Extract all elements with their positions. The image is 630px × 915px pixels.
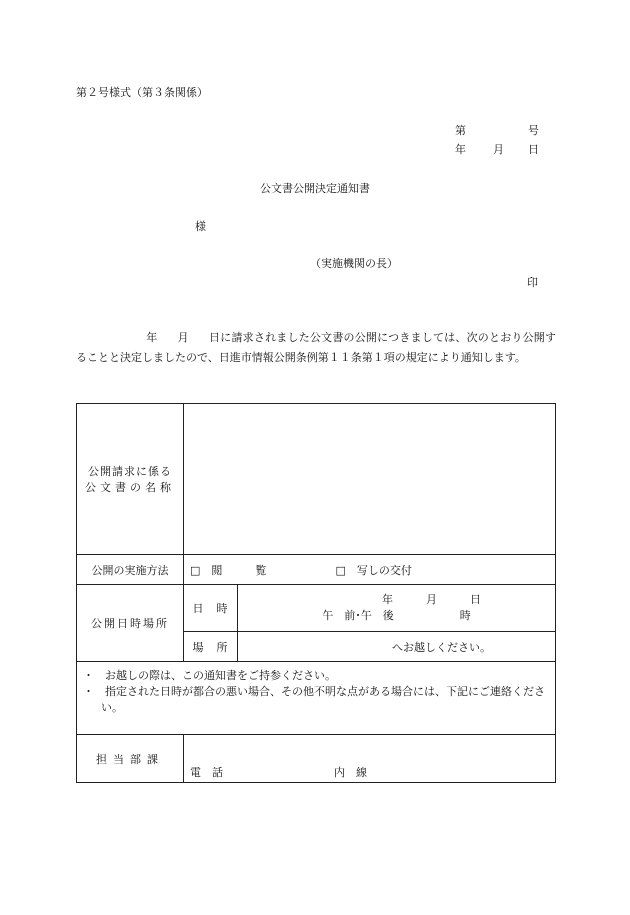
- issuer-name: （実施機関の長）: [310, 257, 398, 270]
- body-paragraph: [76, 328, 556, 368]
- document-number-suffix: 号: [528, 124, 539, 137]
- department-label: 担当部課: [77, 735, 184, 783]
- note-1: ・ お越しの際は、この通知書をご持参ください。: [83, 669, 336, 682]
- method-option-copy[interactable]: □ 写しの交付: [335, 563, 412, 577]
- department-field[interactable]: [184, 735, 556, 783]
- datetime-field[interactable]: 年 月 日 午 前･午 後 時: [238, 585, 556, 632]
- issue-day: 日: [528, 143, 539, 156]
- method-label: 公開の実施方法: [77, 555, 184, 585]
- body-text: 日に請求されました公文書の公開につきましては、次のとおり公開することと決定しましたので、日進市情報公開条例第１１条第１項の規定により通知します。: [76, 331, 557, 364]
- place-field[interactable]: へお越しください。: [238, 632, 556, 662]
- document-title: 公文書公開決定通知書: [260, 182, 370, 195]
- method-option-inspection[interactable]: □ 閲 覧: [190, 563, 267, 577]
- phone-label: 電 話: [190, 766, 223, 779]
- body-year: 年: [146, 331, 158, 344]
- document-name-label: 公開請求に係る 公文書の名称: [77, 404, 184, 555]
- document-name-field[interactable]: [184, 404, 556, 555]
- recipient-suffix: 様: [195, 220, 206, 233]
- issue-year: 年: [455, 143, 466, 156]
- extension-label: 内 線: [334, 766, 367, 779]
- document-number-prefix: 第: [455, 124, 466, 137]
- department-row: [77, 735, 556, 783]
- notes: [77, 662, 556, 735]
- method-row: [77, 555, 556, 585]
- form-number: 第２号様式（第３条関係）: [76, 86, 208, 99]
- issue-month: 月: [493, 143, 504, 156]
- datetime-place-label: 公開日時場所: [77, 585, 184, 662]
- body-month: 月: [177, 331, 189, 344]
- document-name-row: [77, 404, 556, 555]
- seal-mark: 印: [527, 276, 538, 289]
- notes-row: [77, 662, 556, 735]
- notice-table: [76, 403, 556, 783]
- place-label: 場 所: [184, 632, 238, 662]
- note-2: ・ 指定された日時が都合の悪い場合、その他不明な点がある場合には、下記にご連絡ください。: [83, 685, 545, 714]
- datetime-label: 日 時: [184, 585, 238, 632]
- method-options: [184, 555, 556, 585]
- datetime-row: [77, 585, 556, 632]
